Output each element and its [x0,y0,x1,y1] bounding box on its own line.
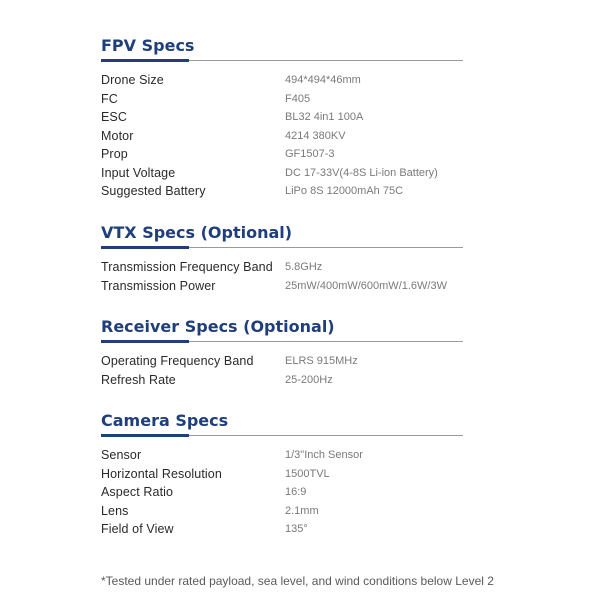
spec-value: LiPo 8S 12000mAh 75C [285,185,404,197]
spec-value: 1/3"Inch Sensor [285,449,363,461]
spec-value: 494*494*46mm [285,74,361,86]
spec-label: Lens [101,503,129,518]
spec-row-refresh-rate [101,371,463,390]
spec-value: 4214 380KV [285,129,346,142]
fpv-specs-section [101,36,463,201]
section-divider [101,340,463,343]
spec-label: FC [101,91,118,106]
spec-value: GF1507-3 [285,148,335,160]
section-divider [101,59,463,62]
spec-label: Motor [101,128,134,143]
spec-row-aspect-ratio [101,483,463,502]
spec-value: DC 17-33V(4-8S Li-ion Battery) [285,166,438,179]
spec-label: Sensor [101,448,142,462]
spec-row-field-of-view [101,520,463,539]
spec-label: Refresh Rate [101,372,176,387]
spec-label: Drone Size [101,73,164,87]
vtx-specs-section [101,223,463,295]
spec-label: Aspect Ratio [101,485,174,499]
spec-label: Horizontal Resolution [101,466,222,481]
spec-rows [101,258,463,295]
spec-label: ESC [101,110,128,124]
spec-row-horizontal-resolution [101,465,463,484]
spec-row-suggested-battery [101,182,463,201]
spec-row-esc [101,108,463,127]
spec-value: BL32 4in1 100A [285,111,364,123]
spec-row-input-voltage [101,164,463,183]
spec-label: Input Voltage [101,165,176,180]
spec-value: 5.8GHz [285,261,323,273]
spec-label: Suggested Battery [101,184,206,198]
spec-row-operating-frequency-band [101,352,463,371]
footnote: *Tested under rated payload, sea level, and wind conditions below Level 2 [101,574,494,588]
spec-label: Transmission Frequency Band [101,260,273,274]
spec-value: 16:9 [285,486,307,498]
spec-label: Transmission Power [101,278,216,293]
spec-label: Operating Frequency Band [101,354,254,368]
camera-specs-section [101,411,463,539]
section-title: Camera Specs [101,411,229,430]
receiver-specs-section [101,317,463,389]
spec-label: Prop [101,147,128,161]
spec-value: ELRS 915MHz [285,355,358,367]
spec-row-lens [101,502,463,521]
spec-label: Field of View [101,522,174,536]
section-title: Receiver Specs (Optional) [101,317,335,336]
spec-value: 2.1mm [285,504,319,517]
spec-row-prop [101,145,463,164]
spec-row-transmission-power [101,277,463,296]
spec-rows [101,71,463,201]
spec-value: 135° [285,523,308,535]
spec-value: F405 [285,92,311,105]
spec-rows [101,446,463,539]
section-title: VTX Specs (Optional) [101,223,293,242]
spec-row-sensor [101,446,463,465]
spec-row-motor [101,127,463,146]
spec-row-transmission-frequency-band [101,258,463,277]
spec-value: 1500TVL [285,467,330,480]
spec-row-fc [101,90,463,109]
spec-row-drone-size [101,71,463,90]
spec-rows [101,352,463,389]
spec-value: 25-200Hz [285,373,333,386]
spec-value: 25mW/400mW/600mW/1.6W/3W [285,279,447,292]
section-divider [101,434,463,437]
section-divider [101,246,463,249]
section-title: FPV Specs [101,36,195,55]
